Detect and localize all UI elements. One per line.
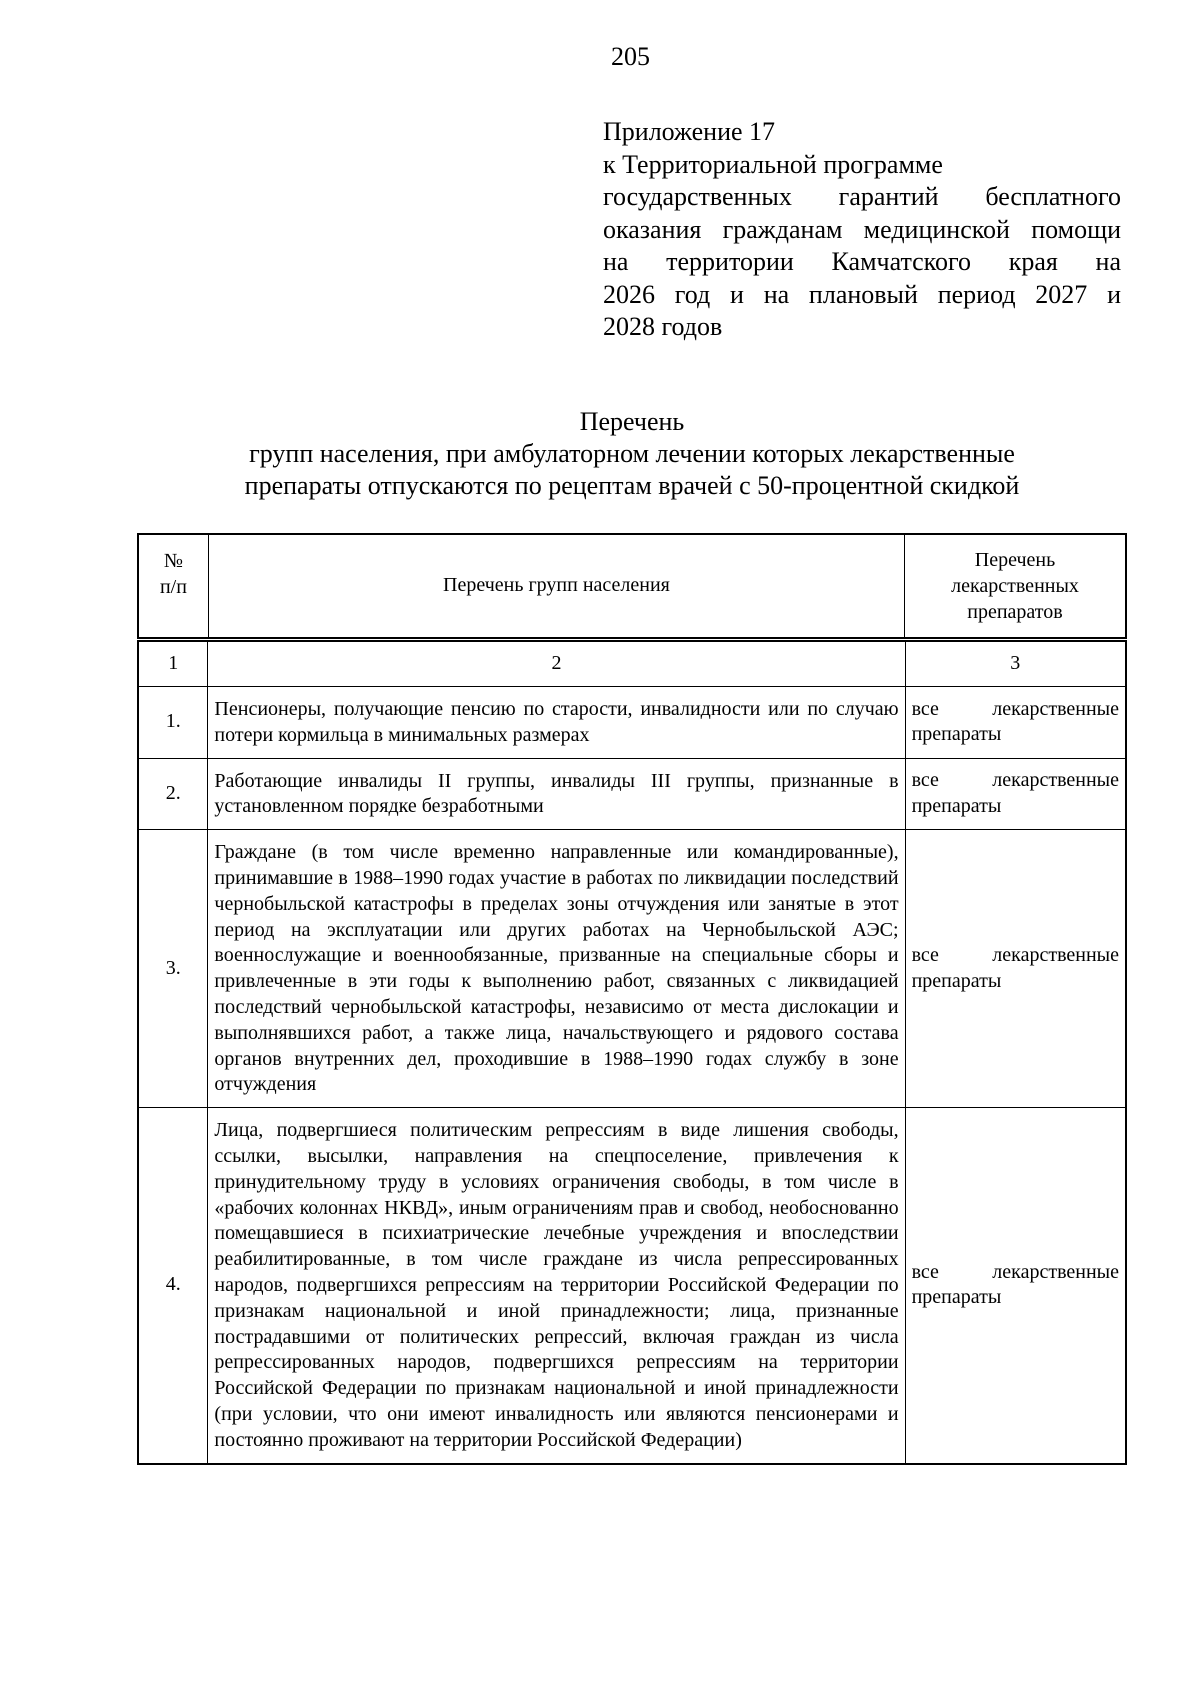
row-number: 2. <box>138 758 208 830</box>
header-drugs <box>905 534 1127 638</box>
appendix-line: оказания гражданам медицинской помощи <box>603 214 1121 244</box>
row-number: 1. <box>138 687 208 759</box>
appendix-line: государственных гарантий бесплатного <box>603 182 1121 211</box>
row-drugs <box>905 687 1126 759</box>
drugs-line: препараты <box>911 723 1002 746</box>
drugs-line: препараты <box>911 969 1002 992</box>
header-groups: Перечень групп населения <box>208 534 904 638</box>
row-groups: Граждане (в том числе временно направленные или командированные), принимавшие в 1988–1990 годах участие в работах по ликвидации последствий чернобыльской катастрофы в пределах зоны отчуждения или занятые в этот период на эксплуатации или других работах на Чернобыльской АЭС; военнослужащие и военнообязанные, призванные на специальные сборы и привлеченные в эти годы к выполнению работ, связанных с ликвидацией последствий чернобыльской катастрофы, независимо от места дислокации и выполнявшихся работ, а также лица, начальствующего и рядового состава органов внутренних дел, проходившие в 1988–1990 годах службу в зоне отчуждения <box>208 830 905 1108</box>
table-row <box>138 1108 1126 1464</box>
header-drugs-line: лекарственных <box>951 575 1079 597</box>
table-row <box>138 758 1126 830</box>
drugs-line: все лекарственные <box>911 769 1119 792</box>
row-number: 3. <box>138 830 208 1108</box>
title-line: Перечень <box>579 407 685 436</box>
row-groups: Пенсионеры, получающие пенсию по старости, инвалидности или по случаю потери кормильца в минимальных размерах <box>208 687 905 759</box>
drugs-line: препараты <box>911 1286 1002 1309</box>
row-drugs <box>905 830 1126 1108</box>
table-row <box>138 830 1126 1108</box>
header-drugs-line: Перечень <box>974 549 1056 571</box>
column-numbers-row <box>138 641 1126 687</box>
drugs-line: все лекарственные <box>911 1260 1119 1283</box>
row-groups: Работающие инвалиды II группы, инвалиды III группы, признанные в установленном порядке безработными <box>208 758 905 830</box>
title-line: препараты отпускаются по рецептам врачей с 50-процентной скидкой <box>244 471 1020 500</box>
row-drugs <box>905 1108 1126 1464</box>
appendix-line: на территории Камчатского края на <box>603 247 1121 276</box>
appendix-line: Приложение 17 <box>603 117 776 146</box>
groups-table <box>137 640 1127 1465</box>
document-title <box>137 406 1127 502</box>
drugs-line: все лекарственные <box>911 697 1119 720</box>
header-num <box>138 534 208 638</box>
drugs-line: все лекарственные <box>911 943 1119 966</box>
header-num-line: п/п <box>159 576 187 598</box>
appendix-line: 2028 годов <box>603 312 723 341</box>
row-drugs <box>905 758 1126 830</box>
table-row <box>138 687 1126 759</box>
page-number: 205 <box>611 42 650 71</box>
row-groups: Лица, подвергшиеся политическим репрессиям в виде лишения свободы, ссылки, высылки, направления на спецпоселение, привлечения к принудительному труду в условиях ограничения свободы, в том числе в «рабочих колоннах НКВД», иным ограничениям прав и свобод, необоснованно помещавшиеся в психиатрические лечебные учреждения и впоследствии реабилитированные, в том числе граждане из числа репрессированных народов, подвергшихся репрессиям на территории Российской Федерации по признакам национальной и иной принадлежности; лица, признанные пострадавшими от политических репрессий, включая граждан из числа репрессированных народов, подвергшихся репрессиям на территории Российской Федерации по признакам национальной и иной принадлежности (при условии, что они имеют инвалидность или являются пенсионерами и постоянно проживают на территории Российской Федерации) <box>208 1108 905 1464</box>
column-number: 2 <box>208 641 905 687</box>
appendix-line: 2026 год и на плановый период 2027 и <box>603 279 1121 309</box>
appendix-header <box>603 116 1121 344</box>
row-number: 4. <box>138 1108 208 1464</box>
column-number: 3 <box>905 641 1126 687</box>
header-num-line: № <box>163 550 183 572</box>
table-header <box>137 533 1127 639</box>
column-number: 1 <box>138 641 208 687</box>
drugs-line: препараты <box>911 794 1002 817</box>
header-row <box>138 534 1126 638</box>
appendix-line: к Территориальной программе <box>603 149 943 179</box>
title-line: групп населения, при амбулаторном лечении которых лекарственные <box>249 439 1015 468</box>
header-drugs-line: препаратов <box>967 601 1063 623</box>
